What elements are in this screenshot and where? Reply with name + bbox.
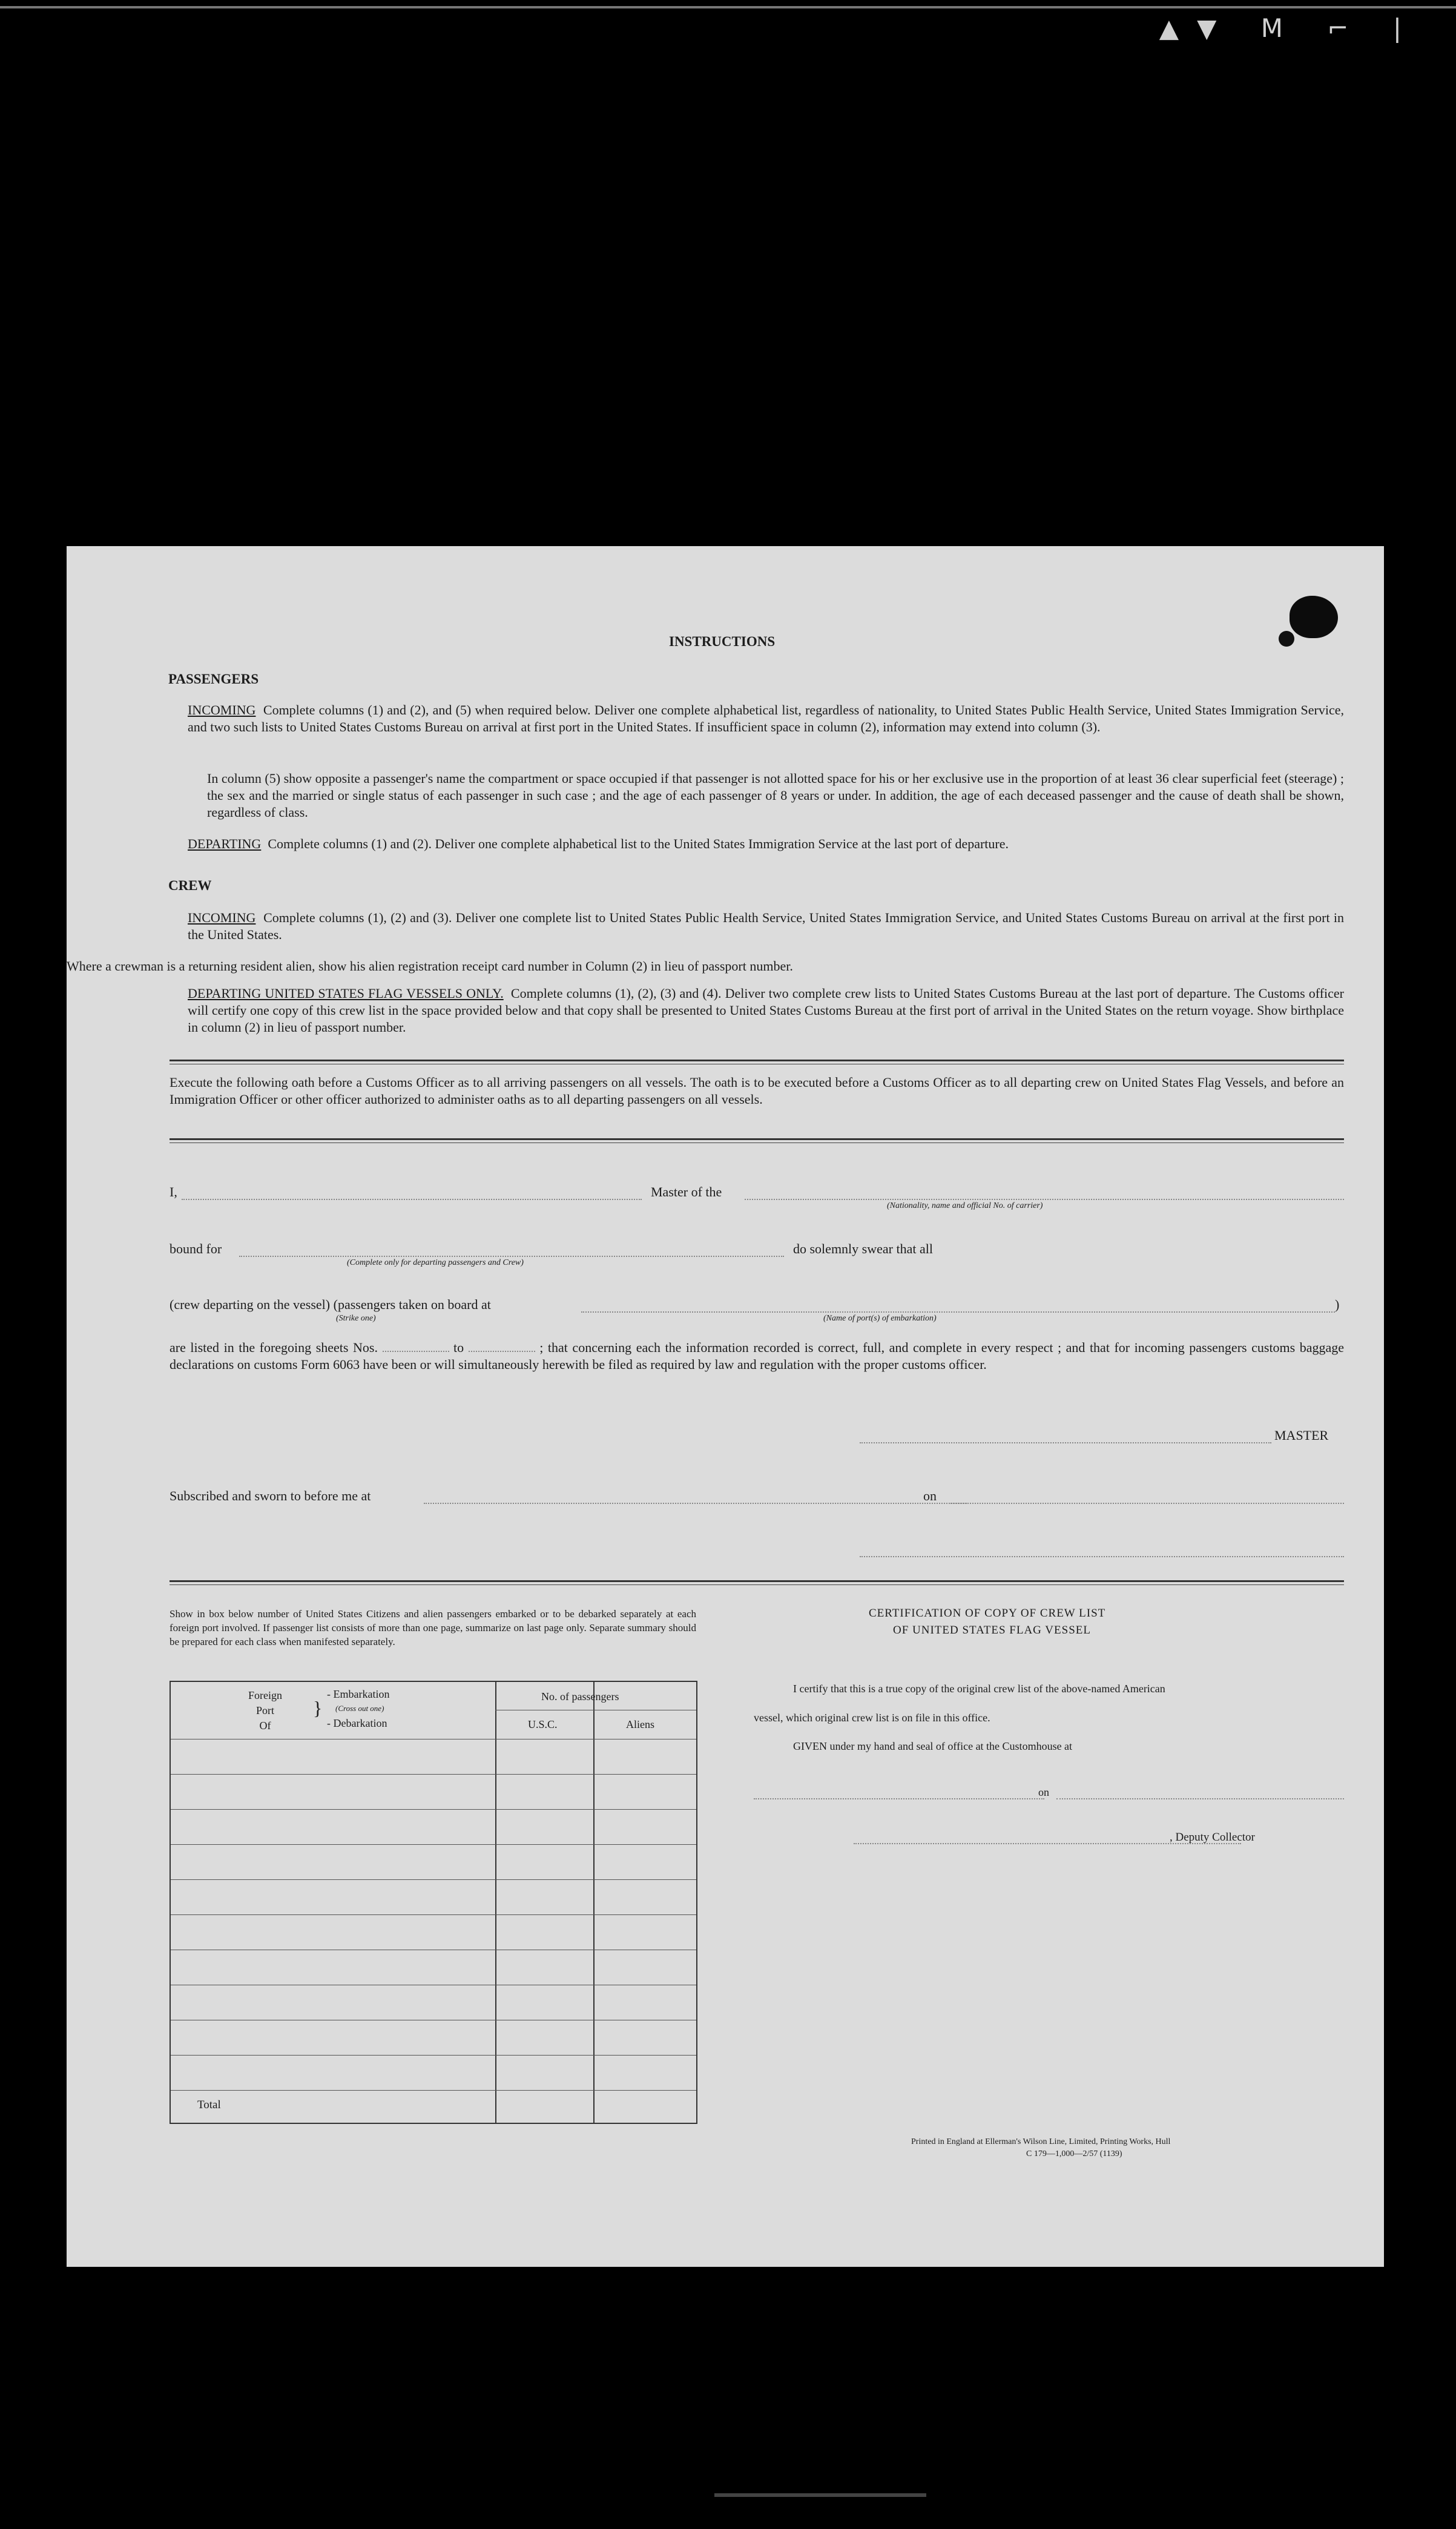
crew-departing-label: (crew departing on the vessel) (passengers taken on board at	[170, 1297, 491, 1312]
port-caption: (Name of port(s) of embarkation)	[823, 1314, 937, 1323]
foreign-port-label	[248, 1688, 282, 1733]
customhouse-field[interactable]	[754, 1798, 1044, 1799]
subscribed-label: Subscribed and sworn to before me at	[170, 1488, 371, 1503]
departing-flag-paragraph	[188, 985, 1344, 1036]
listed-prefix: are listed in the foregoing sheets Nos.	[170, 1340, 378, 1355]
printer-line-1: Printed in England at Ellerman's Wilson Line, Limited, Printing Works, Hull	[911, 2137, 1171, 2146]
certify-line-1: I certify that this is a true copy of the original crew list of the above-named American	[793, 1683, 1165, 1695]
sworn-on-label: on	[923, 1488, 937, 1503]
table-row[interactable]	[171, 1879, 696, 1880]
sworn-place-field[interactable]	[424, 1503, 969, 1504]
crew-incoming-text: Complete columns (1), (2) and (3). Deliver one complete list to United States Public Health Service, United States Immigration Service, and United States Customs Bureau on arrival at the first port in the United States.	[188, 910, 1345, 942]
crewman-paragraph: Where a crewman is a returning resident alien, show his alien registration receipt card number in Column (2) in lieu of passport number.	[67, 958, 793, 974]
printer-line-2: C 179—1,000—2/57 (1139)	[1026, 2149, 1122, 2158]
column5-paragraph: In column (5) show opposite a passenger's name the compartment or space occupied if that passenger is not allotted space for his or her exclusive use in the proportion of at least 36 clear superficial feet (steerage) ; the sex and the married or single status of each passenger in such case ; and the age of each passenger of 8 years or under. In addition, the age of each deceased passenger and the cause of death shall be shown, regardless of class.	[207, 771, 1344, 820]
foreign-label: Foreign	[248, 1689, 282, 1701]
crew-heading: CREW	[168, 878, 212, 893]
departing-flag-label: DEPARTING UNITED STATES FLAG VESSELS ONLY.	[188, 986, 504, 1001]
to-label: to	[453, 1340, 464, 1355]
divider	[170, 1580, 1344, 1582]
departing-text: Complete columns (1) and (2). Deliver one complete alphabetical list to the United States Immigration Service at the last port of departure.	[268, 836, 1009, 851]
table-row[interactable]	[171, 1774, 696, 1775]
bound-for-field[interactable]	[239, 1256, 784, 1257]
passengers-heading: PASSENGERS	[168, 671, 259, 687]
master-of-the-label: Master of the	[651, 1184, 722, 1199]
table-row[interactable]	[171, 1844, 696, 1845]
divider	[170, 1060, 1344, 1061]
oath-i-label: I,	[170, 1184, 177, 1199]
film-edge-line	[0, 6, 1456, 8]
usc-header: U.S.C.	[528, 1718, 558, 1730]
cert-date-field[interactable]	[1056, 1798, 1344, 1799]
passengers-incoming-paragraph	[188, 702, 1344, 736]
table-row[interactable]	[171, 2055, 696, 2056]
table-row[interactable]	[171, 2090, 696, 2091]
strike-caption: (Strike one)	[336, 1314, 376, 1323]
box-instructions: Show in box below number of United States Citizens and alien passengers embarked or to be debarked separately at each foreign port involved. If passenger list consists of more than one page, summarize on last page only. Separate summary should be prepared for each class when manifested separately.	[170, 1608, 696, 1647]
table-row[interactable]	[171, 1809, 696, 1810]
debarkation-label: - Debarkation	[327, 1717, 387, 1729]
certification-title-1: CERTIFICATION OF COPY OF CREW LIST	[869, 1607, 1106, 1620]
crew-incoming-paragraph	[188, 909, 1344, 943]
table-row[interactable]	[171, 1914, 696, 1915]
carrier-caption: (Nationality, name and official No. of carrier)	[887, 1201, 1043, 1210]
embarkation-port-field[interactable]	[581, 1311, 1335, 1313]
departing-flag-text: Complete columns (1), (2), (3) and (4). Deliver two complete crew lists to United States Customs Bureau at the last port of departure. The Customs officer will certify one copy of this crew list in the space provided below and that copy shall be presented to United States Customs Bureau at the first port of arrival in the United States on the return voyage. Show birthplace in column (2) in lieu of passport number.	[188, 986, 1345, 1035]
instructions-title: INSTRUCTIONS	[669, 634, 776, 649]
bound-for-label: bound for	[170, 1241, 222, 1256]
swear-label: do solemnly swear that all	[793, 1241, 933, 1256]
close-paren: )	[1335, 1297, 1340, 1312]
total-label: Total	[197, 2099, 221, 2111]
incoming-label: INCOMING	[188, 702, 256, 717]
cross-out-caption: (Cross out one)	[335, 1704, 384, 1713]
film-bottom-mark	[714, 2493, 926, 2497]
film-frame-mark: ▲▼ M ⌐ |	[1159, 13, 1420, 43]
ink-dot	[1279, 631, 1294, 647]
divider	[170, 1584, 1344, 1585]
carrier-field[interactable]	[745, 1199, 1344, 1200]
given-line: GIVEN under my hand and seal of office at the Customhouse at	[793, 1740, 1073, 1752]
listed-text: ; that concerning each the information recorded is correct, full, and complete in every respect ; and that for incoming passengers customs baggage declarations on customs Form 6063 have been or will simultaneously herewith be filed as required by law and regulation with the proper customs officer.	[170, 1340, 1345, 1372]
incoming-text: Complete columns (1) and (2), and (5) when required below. Deliver one complete alphabetical list, regardless of nationality, to United States Public Health Service, United States Immigration Service, and two such lists to United States Customs Bureau on arrival at first port in the United States. If insufficient space in column (2), information may extend into column (3).	[188, 702, 1345, 734]
departing-label: DEPARTING	[188, 836, 262, 851]
master-signature-field[interactable]	[860, 1442, 1271, 1443]
cert-on-label: on	[1038, 1786, 1049, 1798]
master-label: MASTER	[1274, 1428, 1329, 1443]
master-name-field[interactable]	[182, 1199, 642, 1200]
embarkation-label: - Embarkation	[327, 1688, 390, 1700]
sheet-to-field[interactable]	[469, 1351, 535, 1352]
table-column-divider	[593, 1682, 595, 2123]
table-column-divider	[495, 1682, 496, 2123]
brace-icon: }	[313, 1697, 323, 1719]
ink-blot	[1290, 596, 1338, 638]
divider	[170, 1138, 1344, 1140]
listed-paragraph	[170, 1339, 1344, 1373]
oath-intro: Execute the following oath before a Customs Officer as to all arriving passengers on all vessels. The oath is to be executed before a Customs Officer as to all departing crew on United States Flag Vessels, and before an Immigration Officer or other officer authorized to administer oaths as to all departing passengers on all vessels.	[170, 1075, 1344, 1107]
document-page	[67, 546, 1384, 2267]
crew-incoming-label: INCOMING	[188, 910, 256, 925]
certify-line-2: vessel, which original crew list is on file in this office.	[754, 1712, 990, 1724]
port-label: Port	[255, 1704, 274, 1716]
certification-title-2: OF UNITED STATES FLAG VESSEL	[893, 1624, 1091, 1637]
officer-signature-field[interactable]	[860, 1556, 1344, 1557]
aliens-header: Aliens	[626, 1718, 654, 1730]
deputy-collector-label: , Deputy Collector	[1170, 1831, 1255, 1844]
sheet-from-field[interactable]	[383, 1351, 449, 1352]
of-label: Of	[259, 1720, 271, 1732]
sworn-date-field[interactable]	[950, 1503, 1344, 1504]
passenger-summary-table	[170, 1681, 697, 2124]
no-of-passengers-label: No. of passengers	[541, 1690, 619, 1703]
passengers-departing-paragraph	[188, 836, 1344, 852]
bound-for-caption: (Complete only for departing passengers and Crew)	[347, 1258, 524, 1267]
